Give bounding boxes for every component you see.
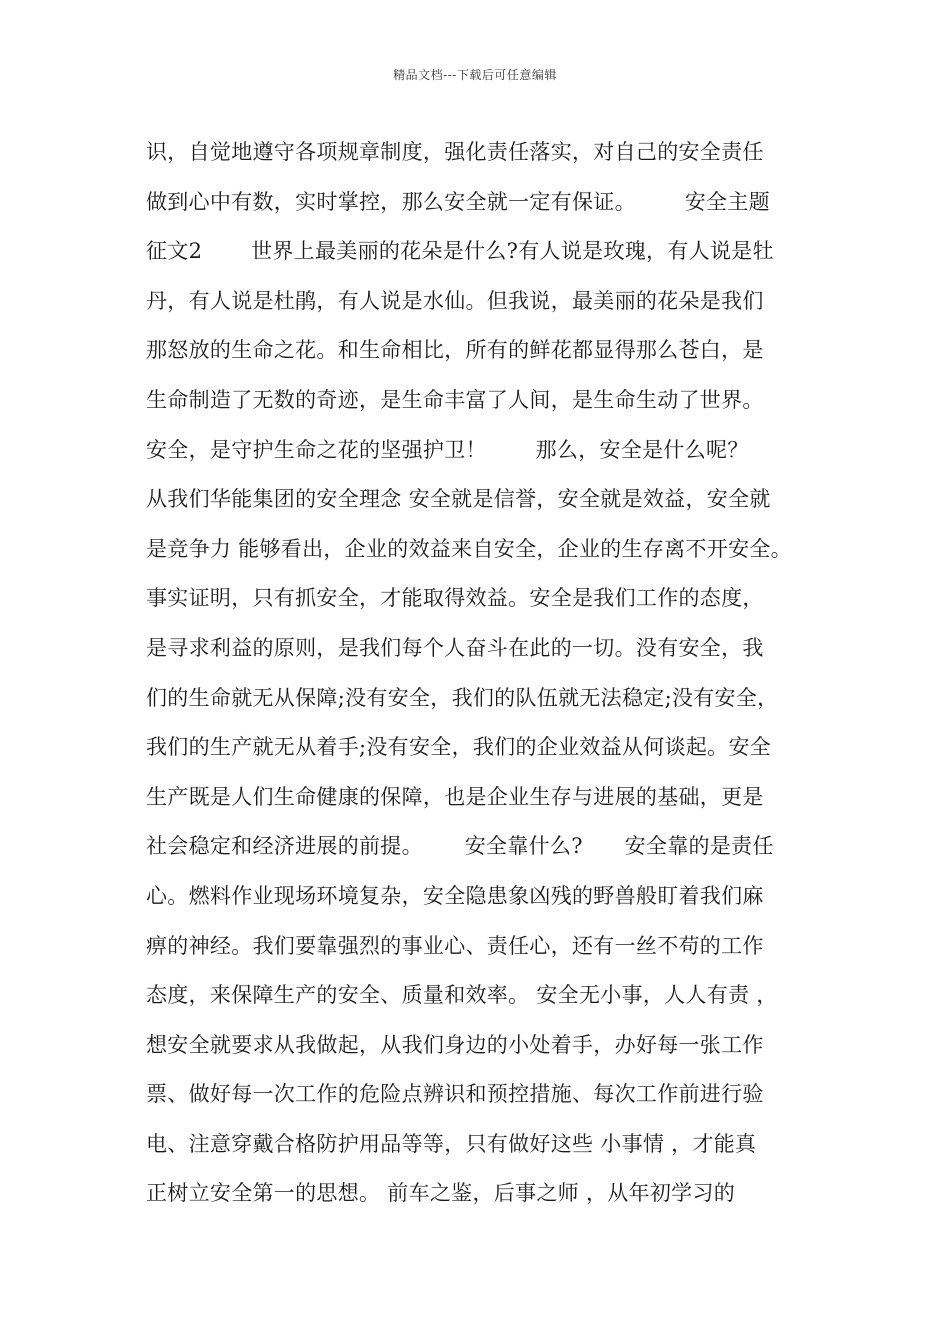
text-line: 态度，来保障生产的安全、质量和效率。 安全无小事，人人有责 ， xyxy=(146,983,778,1008)
text-line: 心。燃料作业现场环境复杂，安全隐患象凶残的野兽般盯着我们麻 xyxy=(146,883,764,908)
text-line: 我们的生产就无从着手;没有安全，我们的企业效益从何谈起。安全 xyxy=(146,735,772,760)
text-line: 电、注意穿戴合格防护用品等等，只有做好这些 小事情 ，才能真 xyxy=(146,1131,757,1156)
text-line: 丹，有人说是杜鹃，有人说是水仙。但我说，最美丽的花朵是我们 xyxy=(146,288,764,313)
text-line: 正树立安全第一的思想。 前车之鉴，后事之师 ，从年初学习的 xyxy=(146,1181,736,1206)
text-line: 从我们华能集团的安全理念 安全就是信誉，安全就是效益，安全就 xyxy=(146,487,771,512)
text-line: 征文2 世界上最美丽的花朵是什么?有人说是玫瑰，有人说是牡 xyxy=(146,239,774,264)
text-line: 票、做好每一次工作的危险点辨识和预控措施、每次工作前进行验 xyxy=(146,1082,764,1107)
text-line: 安全，是守护生命之花的坚强护卫！ 那么，安全是什么呢？ xyxy=(146,437,749,462)
text-line: 识，自觉地遵守各项规章制度，强化责任落实，对自己的安全责任 xyxy=(146,140,764,164)
text-line: 那怒放的生命之花。和生命相比，所有的鲜花都显得那么苍白，是 xyxy=(146,338,764,363)
text-line: 是寻求利益的原则，是我们每个人奋斗在此的一切。没有安全，我 xyxy=(146,635,764,660)
text-line: 们的生命就无从保障;没有安全，我们的队伍就无法稳定;没有安全， xyxy=(146,685,779,710)
text-line: 社会稳定和经济进展的前提。 安全靠什么? 安全靠的是责任 xyxy=(146,834,774,859)
text-line: 做到心中有数，实时掌控，那么安全就一定有保证。 安全主题 xyxy=(146,189,770,214)
text-line: 事实证明，只有抓安全，才能取得效益。安全是我们工作的态度， xyxy=(146,586,764,611)
body-text xyxy=(146,128,836,1219)
text-line: 痹的神经。我们要靠强烈的事业心、责任心，还有一丝不苟的工作 xyxy=(146,933,764,958)
text-line: 生产既是人们生命健康的保障，也是企业生存与进展的基础，更是 xyxy=(146,784,764,809)
text-line: 是竞争力 能够看出，企业的效益来自安全，企业的生存离不开安全。 xyxy=(146,536,792,561)
text-line: 想安全就要求从我做起，从我们身边的小处着手，办好每一张工作 xyxy=(146,1032,764,1057)
text-line: 生命制造了无数的奇迹，是生命丰富了人间，是生命生动了世界。 xyxy=(146,387,764,412)
page-header: 精品文档---下载后可任意编辑 xyxy=(393,68,557,82)
